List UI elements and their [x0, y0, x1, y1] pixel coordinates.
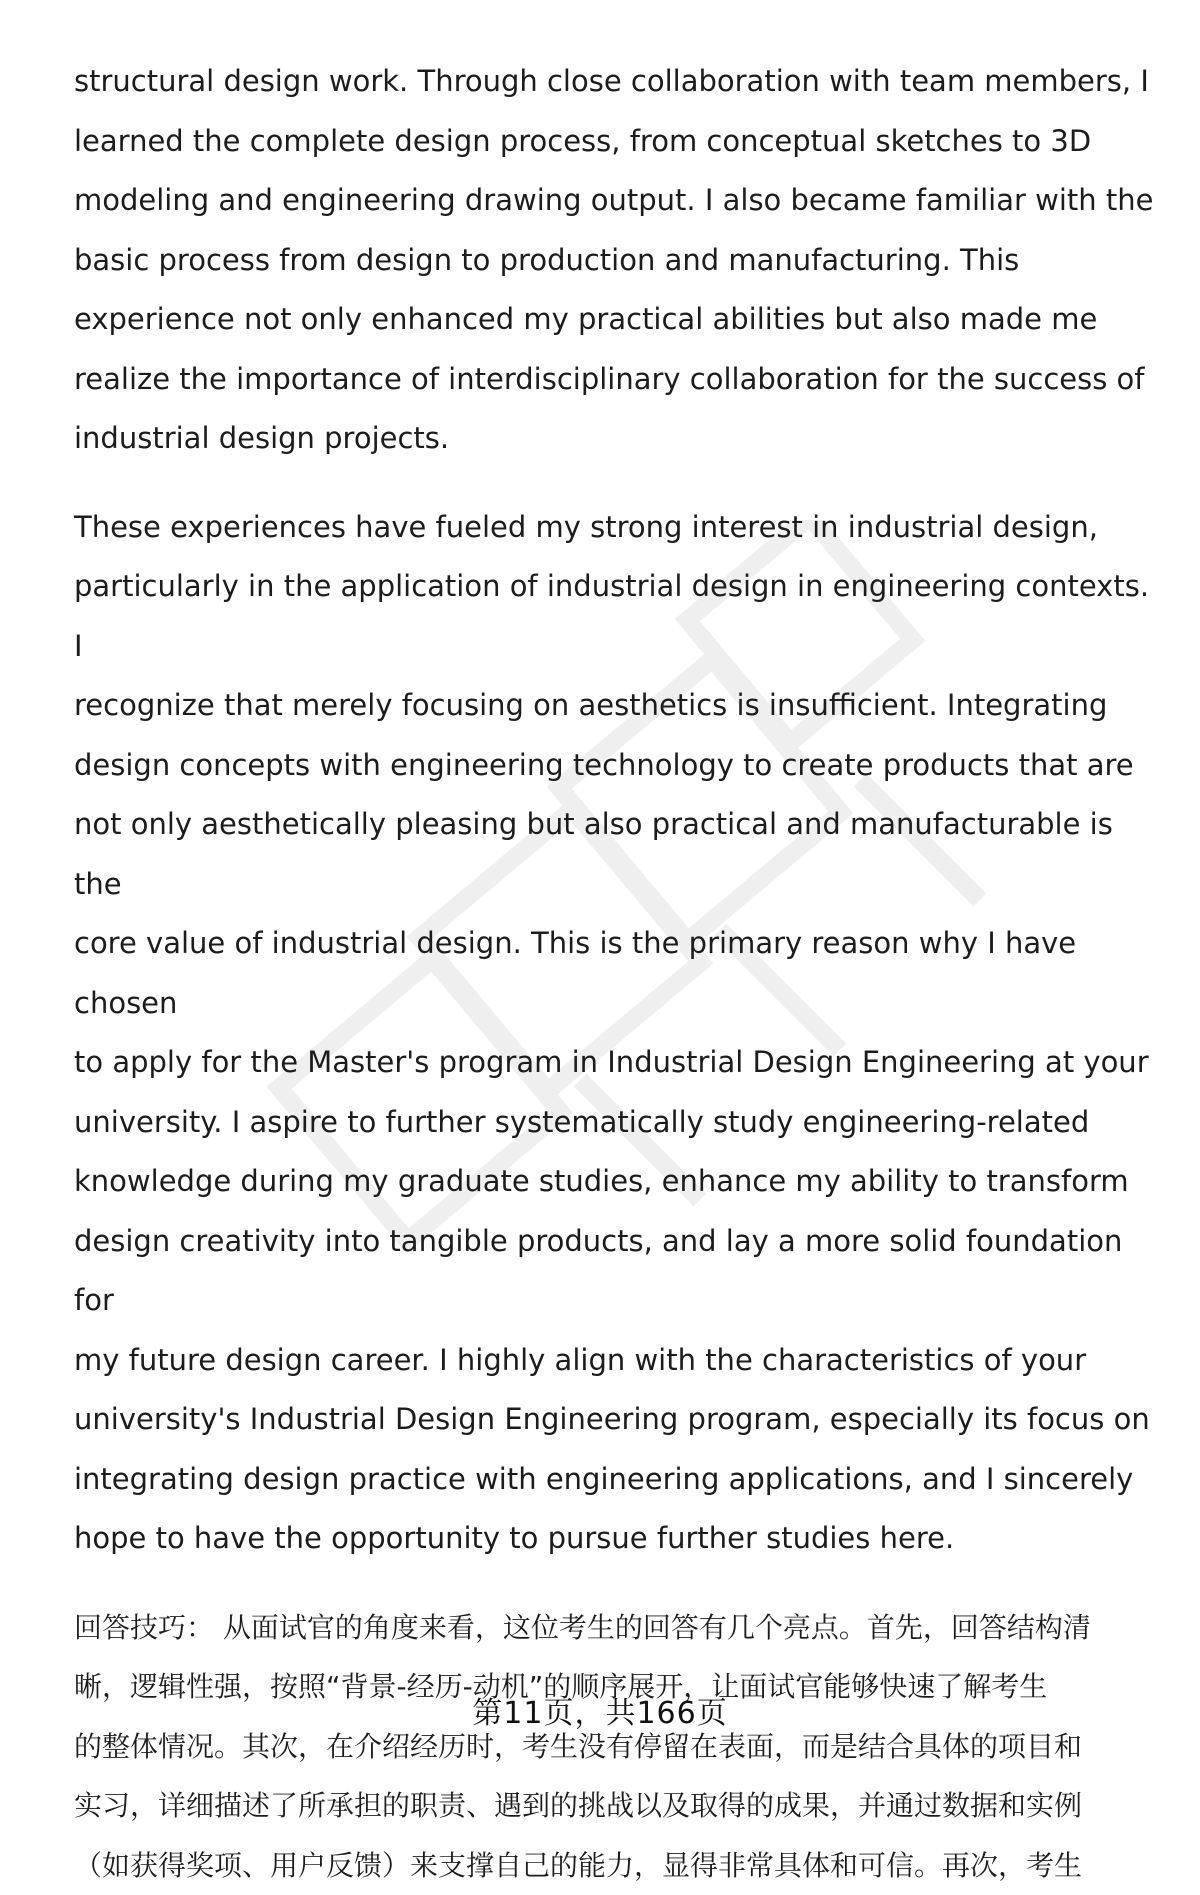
document-body — [74, 52, 1154, 1895]
paragraph-motivation — [74, 498, 1154, 1569]
text-line: hope to have the opportunity to pursue further studies here. — [74, 1521, 954, 1555]
text-line: industrial design projects. — [74, 421, 449, 455]
text-line: not only aesthetically pleasing but also practical and manufacturable is the — [74, 807, 1113, 901]
text-line: realize the importance of interdisciplinary collaboration for the success of — [74, 362, 1145, 396]
text-line: These experiences have fueled my strong interest in industrial design, — [74, 510, 1098, 544]
text-line: （如获得奖项、用户反馈）来支撑自己的能力，显得非常具体和可信。再次，考生 — [74, 1849, 1082, 1882]
text-line: 的整体情况。其次，在介绍经历时，考生没有停留在表面，而是结合具体的项目和 — [74, 1730, 1082, 1763]
text-line: recognize that merely focusing on aesthetics is insufficient. Integrating — [74, 688, 1107, 722]
text-line: design creativity into tangible products, and lay a more solid foundation for — [74, 1224, 1122, 1318]
paragraph-answer-tips — [74, 1598, 1154, 1895]
text-line: particularly in the application of industrial design in engineering contexts. I — [74, 569, 1149, 663]
text-line: 晰，逻辑性强，按照“背景-经历-动机”的顺序展开，让面试官能够快速了解考生 — [74, 1670, 1047, 1703]
text-line: basic process from design to production and manufacturing. This — [74, 243, 1019, 277]
text-line: core value of industrial design. This is the primary reason why I have chosen — [74, 926, 1076, 1020]
text-line: structural design work. Through close collaboration with team members, I — [74, 64, 1149, 98]
text-line: modeling and engineering drawing output. I also became familiar with the — [74, 183, 1153, 217]
text-line: experience not only enhanced my practical abilities but also made me — [74, 302, 1097, 336]
text-line: to apply for the Master's program in Industrial Design Engineering at your — [74, 1045, 1149, 1079]
text-line: university. I aspire to further systematically study engineering-related — [74, 1105, 1089, 1139]
text-line: design concepts with engineering technology to create products that are — [74, 748, 1134, 782]
text-line: 回答技巧： 从面试官的角度来看，这位考生的回答有几个亮点。首先，回答结构清 — [74, 1611, 1091, 1644]
text-line: my future design career. I highly align with the characteristics of your — [74, 1343, 1086, 1377]
paragraph-experience-summary — [74, 52, 1154, 469]
text-line: knowledge during my graduate studies, enhance my ability to transform — [74, 1164, 1129, 1198]
page-number-footer: 第11页，共166页 — [0, 1694, 1200, 1734]
text-line: learned the complete design process, from conceptual sketches to 3D — [74, 124, 1091, 158]
text-line: integrating design practice with engineering applications, and I sincerely — [74, 1462, 1133, 1496]
text-line: 实习，详细描述了所承担的职责、遇到的挑战以及取得的成果，并通过数据和实例 — [74, 1789, 1082, 1822]
text-line: university's Industrial Design Engineering program, especially its focus on — [74, 1402, 1150, 1436]
